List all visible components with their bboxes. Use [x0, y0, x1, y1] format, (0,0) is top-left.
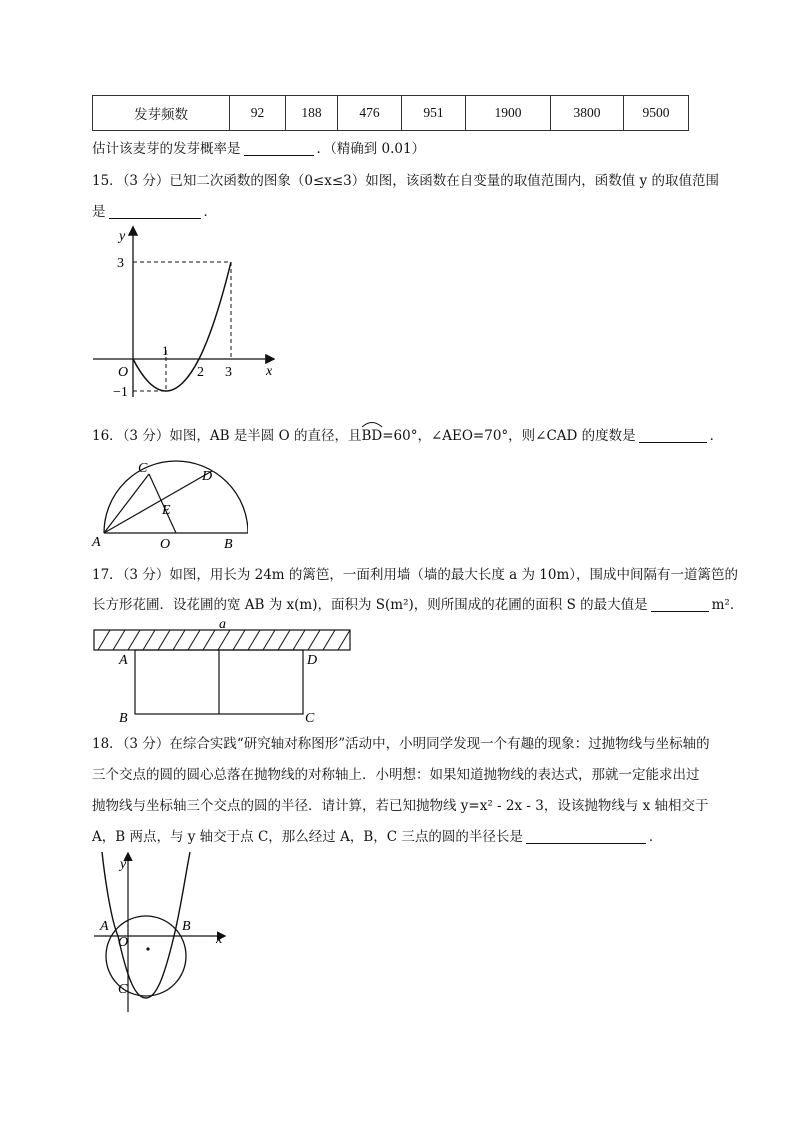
table-row-label: 发芽频数: [93, 96, 230, 131]
point-label-c: C: [138, 461, 148, 476]
q18-line3: [92, 797, 709, 815]
question-text: 三个交点的圆的圆心总落在抛物线的对称轴上．小明想：如果知道抛物线的表达式，那就一定能求出过: [92, 767, 700, 783]
arc-symbol-icon: [361, 420, 383, 428]
tick-label-x3: 3: [225, 365, 232, 380]
question-text: =60°，∠AEO=70°，则∠CAD 的度数是: [382, 428, 636, 444]
table-cell: 476: [338, 96, 402, 131]
germination-table: [92, 95, 689, 131]
q18-line4: [92, 828, 662, 846]
segment-ad: [104, 471, 212, 533]
point-label-d: D: [307, 653, 318, 668]
question-text: m²．: [711, 597, 744, 613]
answer-blank: [526, 829, 646, 844]
point-label-b: B: [119, 711, 128, 726]
question-text: 如图，用长为 24m 的篱笆，一面利用墙（墙的最大长度 a 为 10m），围成中间隔有一道篱笆的: [169, 567, 739, 583]
q15-line1: [92, 172, 719, 190]
question-score: （3 分）: [122, 173, 170, 189]
origin-label: O: [118, 365, 129, 380]
table-cell: 3800: [551, 96, 624, 131]
q18-parabola-circle-figure: [88, 848, 238, 1018]
circle-center-dot: [146, 947, 149, 950]
q17-line2: [92, 596, 743, 614]
question-text: 长方形花圃．设花圃的宽 AB 为 x(m)，面积为 S(m²)，则所围成的花圃的面积 S 的最大值是: [92, 597, 648, 613]
question-number: 17．: [92, 567, 123, 583]
question-score: （3 分）: [122, 567, 170, 583]
question-number: 16．: [92, 428, 123, 444]
parabola-curve: [102, 852, 190, 998]
q15-function-graph: [85, 222, 285, 402]
point-label-b: B: [182, 919, 191, 934]
answer-blank: [109, 204, 201, 219]
question-score: （3 分）: [122, 736, 170, 752]
q16-semicircle-figure: [88, 458, 248, 553]
question-text: ．: [648, 829, 663, 845]
question-number: 18．: [92, 736, 123, 752]
point-label-c: C: [118, 982, 128, 997]
point-label-e: E: [162, 503, 171, 518]
point-label-b: B: [224, 537, 233, 552]
semicircle-arc: [104, 461, 248, 533]
question-score: （3 分）: [122, 428, 170, 444]
question-text: 在综合实践“研究轴对称图形”活动中，小明同学发现一个有趣的现象：过抛物线与坐标轴的: [169, 736, 710, 752]
q16-line: [92, 427, 723, 445]
tick-label-3: 3: [117, 256, 124, 271]
q17-line1: [92, 566, 738, 584]
question-text: 是: [92, 204, 106, 220]
wall-length-label: a: [219, 618, 226, 632]
table-cell: 188: [286, 96, 338, 131]
origin-label: O: [118, 935, 129, 950]
question-text: ．: [709, 428, 724, 444]
y-axis-label: y: [119, 229, 126, 244]
tick-label-1: 1: [162, 343, 169, 358]
q14-suffix: ．（精确到 0.01）: [316, 141, 426, 157]
table-cell: 92: [230, 96, 286, 131]
point-label-a: A: [119, 653, 128, 668]
tick-label-2: 2: [197, 365, 204, 380]
q17-garden-figure: [92, 618, 357, 728]
q15-line2: [92, 203, 217, 221]
question-text: 抛物线与坐标轴三个交点的圆的半径．请计算，若已知抛物线 y=x² - 2x - 3，设该抛物线与 x 轴相交于: [92, 798, 709, 814]
q18-line2: [92, 766, 700, 784]
question-text: A，B 两点，与 y 轴交于点 C，那么经过 A，B，C 三点的圆的半径长是: [92, 829, 523, 845]
point-label-d: D: [202, 469, 213, 484]
table-row: [93, 96, 689, 131]
point-label-o: O: [160, 537, 171, 552]
answer-blank: [244, 141, 314, 156]
answer-blank: [639, 428, 707, 443]
point-label-a: A: [100, 919, 109, 934]
wall-rect: [94, 630, 350, 650]
table-cell: 1900: [466, 96, 551, 131]
arc-label: BD: [361, 428, 383, 444]
question-text: 已知二次函数的图象（0≤x≤3）如图，该函数在自变量的取值范围内，函数值 y 的取值范围: [169, 173, 719, 189]
x-axis-label: x: [216, 932, 223, 947]
question-number: 15．: [92, 173, 123, 189]
parabola-curve: [133, 262, 231, 391]
answer-blank: [651, 597, 709, 612]
table-cell: 951: [402, 96, 466, 131]
q14-text: 估计该麦芽的发芽概率是: [92, 141, 241, 157]
table-cell: 9500: [624, 96, 689, 131]
arc-notation: [361, 427, 382, 445]
point-label-a: A: [92, 535, 101, 550]
q14-tail: [92, 140, 425, 158]
question-text: ．: [203, 204, 217, 220]
tick-label-neg1: −1: [113, 385, 128, 400]
question-text: 如图，AB 是半圆 O 的直径，且: [169, 428, 362, 444]
x-axis-label: x: [266, 364, 273, 379]
point-label-c: C: [305, 711, 315, 726]
q18-line1: [92, 735, 710, 753]
y-axis-label: y: [120, 857, 127, 872]
